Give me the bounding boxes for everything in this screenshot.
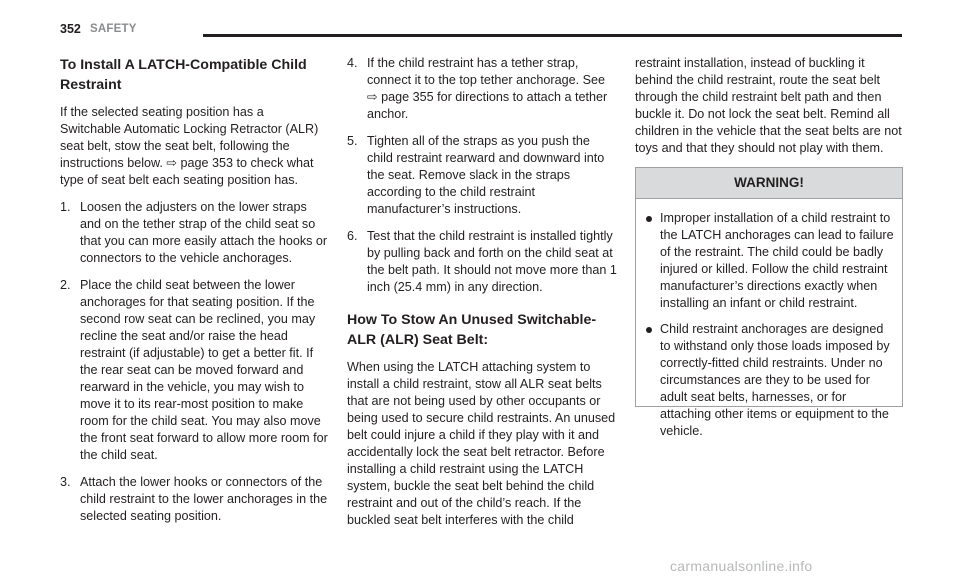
column-middle (347, 55, 617, 539)
list-item (347, 133, 617, 218)
install-steps-list (60, 199, 328, 525)
list-item (644, 210, 894, 312)
warning-title: WARNING! (636, 168, 902, 199)
list-item (60, 199, 328, 267)
watermark: carmanualsonline.info (670, 558, 813, 574)
step-text: Place the child seat between the lower anchorages for that seating position. If the second row seat can be reclined, you may recline the seat and/or raise the head restraint (if adjustable) to get a better fit. If the rear seat can be moved forward and rearward in the vehicle, you may wish to move it to its rear-most position to make room for the child seat. You may also move the front seat forward to allow more room for the child seat. (80, 278, 328, 462)
warning-text: Child restraint anchorages are designed to withstand only those loads imposed by correctly-fitted child restraints. Under no circumstances are they to be used for adult seat belts, harnesses, or for attaching other items or equipment to the vehicle. (660, 322, 890, 438)
step-number: 4. (347, 56, 358, 70)
section-title: SAFETY (90, 23, 137, 35)
page-reference-link[interactable]: page 353 to check what type of seat belt each seating position has. (60, 156, 314, 187)
list-item (60, 474, 328, 525)
list-item (60, 277, 328, 464)
step-number: 3. (60, 475, 71, 489)
warning-box (635, 167, 903, 438)
header-rule (203, 34, 902, 37)
stow-alr-paragraph: When using the LATCH attaching system to install a child restraint, stow all ALR seat belts that are not being used by other occupants or being used to secure child restraints. An unused belt could injure a child if they play with it and accidentally lock the seat belt retractor. Before installing a child restraint using the LATCH system, buckle the seat belt behind the child restraint and out of the child’s reach. If the buckled seat belt interferes with the child (347, 360, 616, 527)
step-number: 5. (347, 134, 358, 148)
step-text: Test that the child restraint is installed tightly by pulling back and forth on the child seat at the belt path. It should not move more than 1 inch (25.4 mm) in any direction. (367, 229, 617, 294)
right-arrow-icon: ⇨ (367, 90, 378, 104)
latch-intro-paragraph (60, 104, 328, 189)
step-number: 6. (347, 229, 358, 243)
warning-text: Improper installation of a child restraint to the LATCH anchorages can lead to failure of the restraint. The child could be badly injured or killed. Follow the child restraint manufacturer’s directions exactly when installing an infant or child restraint. (660, 211, 894, 310)
list-item (644, 321, 894, 440)
step-text: If the child restraint has a tether strap, connect it to the top tether anchorage. See (367, 56, 606, 87)
stow-alr-paragraph-continued: restraint installation, instead of buckling it behind the child restraint, route the seat belt through the child restraint belt path and then buckle it. Do not lock the seat belt. Remind all children in the vehicle that the seat belts are not toys and that they should not play with them. (635, 56, 902, 155)
latch-install-heading: To Install A LATCH-Compatible Child Restraint (60, 57, 307, 93)
stow-alr-heading: How To Stow An Unused Switchable-ALR (ALR) Seat Belt: (347, 312, 597, 348)
step-text: Attach the lower hooks or connectors of the child restraint to the lower anchorages in the selected seating position. (80, 475, 328, 523)
column-right (635, 55, 903, 167)
install-steps-list-continued (347, 55, 617, 296)
step-text: Tighten all of the straps as you push the child restraint rearward and downward into the seat. Remove slack in the straps according to the child restraint manufacturer’s instructions. (367, 134, 605, 216)
page-number: 352 (60, 22, 81, 36)
column-left (60, 55, 328, 535)
right-arrow-icon: ⇨ (166, 156, 177, 170)
step-number: 2. (60, 278, 71, 292)
latch-intro-text: If the selected seating position has a Switchable Automatic Locking Retractor (ALR) seat belt, stow the seat belt, following the instructions below. (60, 105, 319, 170)
step-number: 1. (60, 200, 71, 214)
page-reference-link[interactable]: page 355 for directions to attach a tether anchor. (367, 90, 608, 121)
step-text: Loosen the adjusters on the lower straps and on the tether strap of the child seat so that you can more easily attach the hooks or connectors to the vehicle anchorages. (80, 200, 328, 265)
page-header (60, 22, 902, 42)
warning-list (636, 199, 902, 440)
list-item (347, 55, 617, 123)
bullet-icon (646, 327, 652, 333)
bullet-icon (646, 216, 652, 222)
list-item (347, 228, 617, 296)
